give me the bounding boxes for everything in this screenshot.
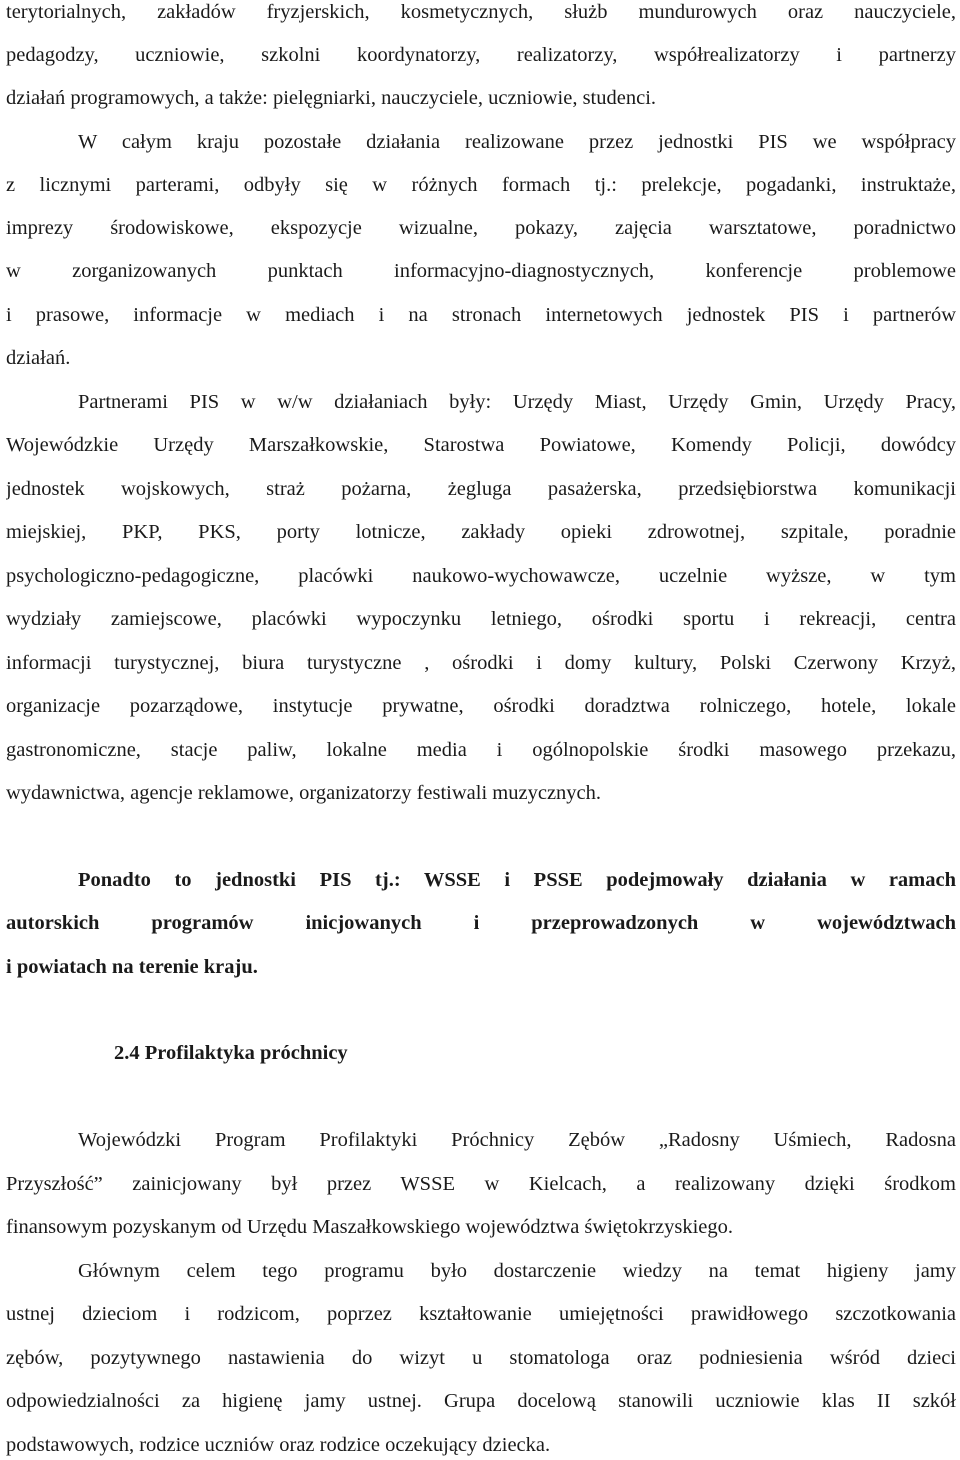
paragraph-line: odpowiedzialności za higienę jamy ustnej. Grupa docelową stanowili uczniowie klas II szkół: [6, 1390, 956, 1412]
paragraph-first-line: Partnerami PIS w w/w działaniach były: Urzędy Miast, Urzędy Gmin, Urzędy Pracy,: [78, 391, 956, 413]
paragraph-line: organizacje pozarządowe, instytucje prywatne, ośrodki doradztwa rolniczego, hotele, lokale: [6, 695, 956, 717]
paragraph-line: jednostek wojskowych, straż pożarna, żegluga pasażerska, przedsiębiorstwa komunikacji: [6, 478, 956, 500]
paragraph-line: działań programowych, a także: pielęgniarki, nauczyciele, uczniowie, studenci.: [6, 87, 657, 109]
paragraph-line: Przyszłość” zainicjowany był przez WSSE w Kielcach, a realizowany dzięki środkom: [6, 1173, 956, 1195]
paragraph-line: Wojewódzkie Urzędy Marszałkowskie, Starostwa Powiatowe, Komendy Policji, dowódcy: [6, 434, 956, 456]
paragraph-line: działań.: [6, 347, 71, 369]
paragraph-line: i prasowe, informacje w mediach i na stronach internetowych jednostek PIS i partnerów: [6, 304, 956, 326]
bold-paragraph-line: i powiatach na terenie kraju.: [6, 956, 258, 978]
paragraph-line: finansowym pozyskanym od Urzędu Maszałkowskiego województwa świętokrzyskiego.: [6, 1216, 734, 1238]
paragraph-line: imprezy środowiskowe, ekspozycje wizualne, pokazy, zajęcia warsztatowe, poradnictwo: [6, 217, 956, 239]
section-heading: 2.4 Profilaktyka próchnicy: [114, 1042, 348, 1064]
paragraph-first-line: Wojewódzki Program Profilaktyki Próchnicy Zębów „Radosny Uśmiech, Radosna: [78, 1129, 956, 1151]
paragraph-line: pedagodzy, uczniowie, szkolni koordynatorzy, realizatorzy, współrealizatorzy i partnerzy: [6, 44, 956, 66]
paragraph-line: podstawowych, rodzice uczniów oraz rodzice oczekujący dziecka.: [6, 1434, 551, 1456]
paragraph-line: gastronomiczne, stacje paliw, lokalne media i ogólnopolskie środki masowego przekazu,: [6, 739, 956, 761]
paragraph-line: wydawnictwa, agencje reklamowe, organizatorzy festiwali muzycznych.: [6, 782, 602, 804]
paragraph-line: psychologiczno-pedagogiczne, placówki naukowo-wychowawcze, uczelnie wyższe, w tym: [6, 565, 956, 587]
paragraph-line: w zorganizowanych punktach informacyjno-diagnostycznych, konferencje problemowe: [6, 260, 956, 282]
paragraph-line: zębów, pozytywnego nastawienia do wizyt u stomatologa oraz podniesienia wśród dzieci: [6, 1347, 956, 1369]
bold-paragraph-line: autorskich programów inicjowanych i przeprowadzonych w województwach: [6, 912, 956, 934]
paragraph-line: informacji turystycznej, biura turystyczne , ośrodki i domy kultury, Polski Czerwony Krzyż,: [6, 652, 956, 674]
paragraph-line: terytorialnych, zakładów fryzjerskich, kosmetycznych, służb mundurowych oraz nauczyciele,: [6, 1, 956, 23]
paragraph-first-line: Głównym celem tego programu było dostarczenie wiedzy na temat higieny jamy: [78, 1260, 956, 1282]
paragraph-line: z licznymi parterami, odbyły się w różnych formach tj.: prelekcje, pogadanki, instruktaże,: [6, 174, 956, 196]
bold-paragraph-first-line: Ponadto to jednostki PIS tj.: WSSE i PSSE podejmowały działania w ramach: [78, 869, 956, 891]
paragraph-line: ustnej dzieciom i rodzicom, poprzez kształtowanie umiejętności prawidłowego szczotkowania: [6, 1303, 956, 1325]
paragraph-line: miejskiej, PKP, PKS, porty lotnicze, zakłady opieki zdrowotnej, szpitale, poradnie: [6, 521, 956, 543]
paragraph-line: wydziały zamiejscowe, placówki wypoczynku letniego, ośrodki sportu i rekreacji, centra: [6, 608, 956, 630]
paragraph-first-line: W całym kraju pozostałe działania realizowane przez jednostki PIS we współpracy: [78, 131, 956, 153]
